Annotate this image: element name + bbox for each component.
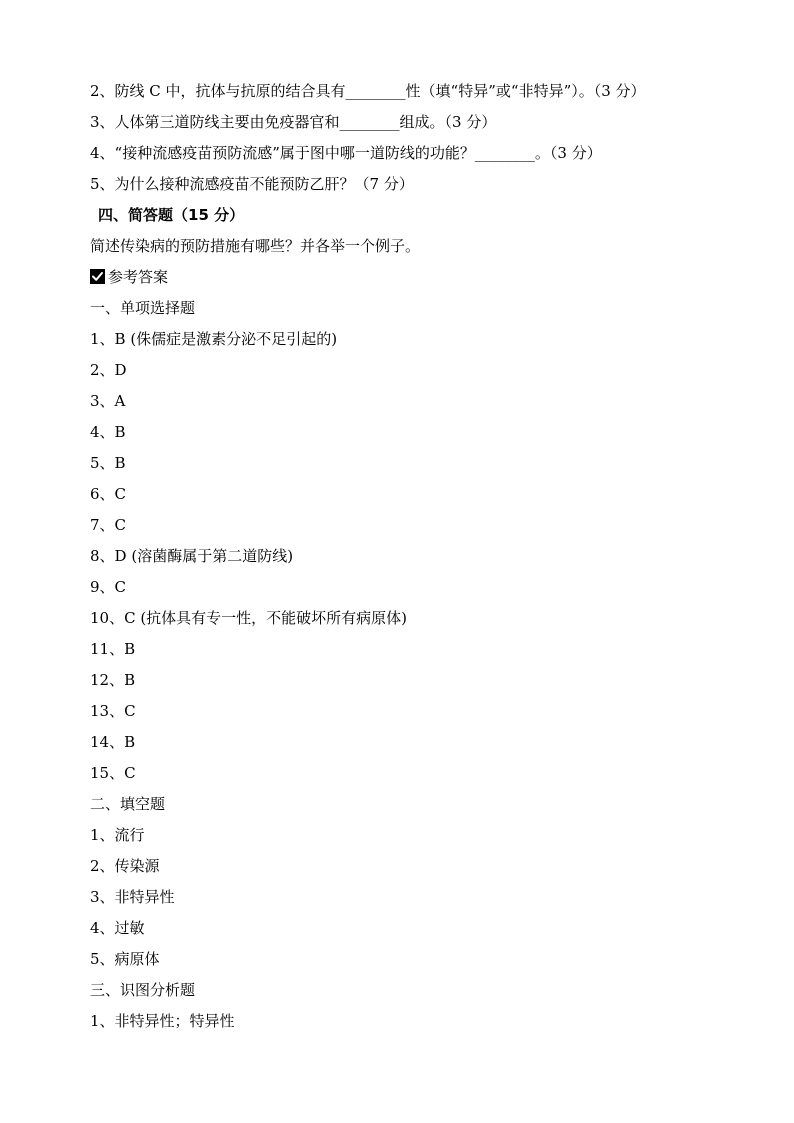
question-2: 2、防线 C 中，抗体与抗原的结合具有________性（填“特异”或“非特异”）。（3 分） xyxy=(90,82,646,100)
answer-item: 4、过敏 xyxy=(90,919,145,937)
section-4-heading: 四、简答题（15 分） xyxy=(98,206,245,224)
answer-item: 9、C xyxy=(90,578,127,596)
diagram-analysis-heading: 三、识图分析题 xyxy=(90,981,196,999)
answer-key-title-row xyxy=(90,262,770,293)
section-4-question: 简述传染病的预防措施有哪些？并各举一个例子。 xyxy=(90,237,421,255)
answer-item: 5、病原体 xyxy=(90,950,160,968)
question-5: 5、为什么接种流感疫苗不能预防乙肝？（7 分） xyxy=(90,175,414,193)
answer-item: 14、B xyxy=(90,733,136,751)
single-choice-heading: 一、单项选择题 xyxy=(90,299,196,317)
question-3: 3、人体第三道防线主要由免疫器官和________组成。（3 分） xyxy=(90,113,497,131)
answer-item: 2、D xyxy=(90,361,127,379)
answer-item: 7、C xyxy=(90,516,127,534)
answer-item: 12、B xyxy=(90,671,136,689)
answer-item: 13、C xyxy=(90,702,136,720)
answer-item: 2、传染源 xyxy=(90,857,160,875)
answer-item: 10、C (抗体具有专一性，不能破坏所有病原体) xyxy=(90,609,408,627)
answer-item: 5、B xyxy=(90,454,126,472)
fill-blank-heading: 二、填空题 xyxy=(90,795,166,813)
document-page xyxy=(90,76,770,1037)
answer-item: 3、A xyxy=(90,392,126,410)
answer-item: 11、B xyxy=(90,640,136,658)
answer-item: 1、B (侏儒症是激素分泌不足引起的) xyxy=(90,330,338,348)
answer-item: 8、D (溶菌酶属于第二道防线) xyxy=(90,547,294,565)
question-4: 4、“接种流感疫苗预防流感”属于图中哪一道防线的功能？________。（3 分） xyxy=(90,144,602,162)
answer-item: 4、B xyxy=(90,423,126,441)
check-box-icon xyxy=(90,269,105,284)
answer-item: 1、非特异性；特异性 xyxy=(90,1012,235,1030)
answer-item: 3、非特异性 xyxy=(90,888,175,906)
answer-item: 1、流行 xyxy=(90,826,145,844)
answer-key-title: 参考答案 xyxy=(108,268,169,286)
answer-item: 6、C xyxy=(90,485,127,503)
answer-item: 15、C xyxy=(90,764,136,782)
